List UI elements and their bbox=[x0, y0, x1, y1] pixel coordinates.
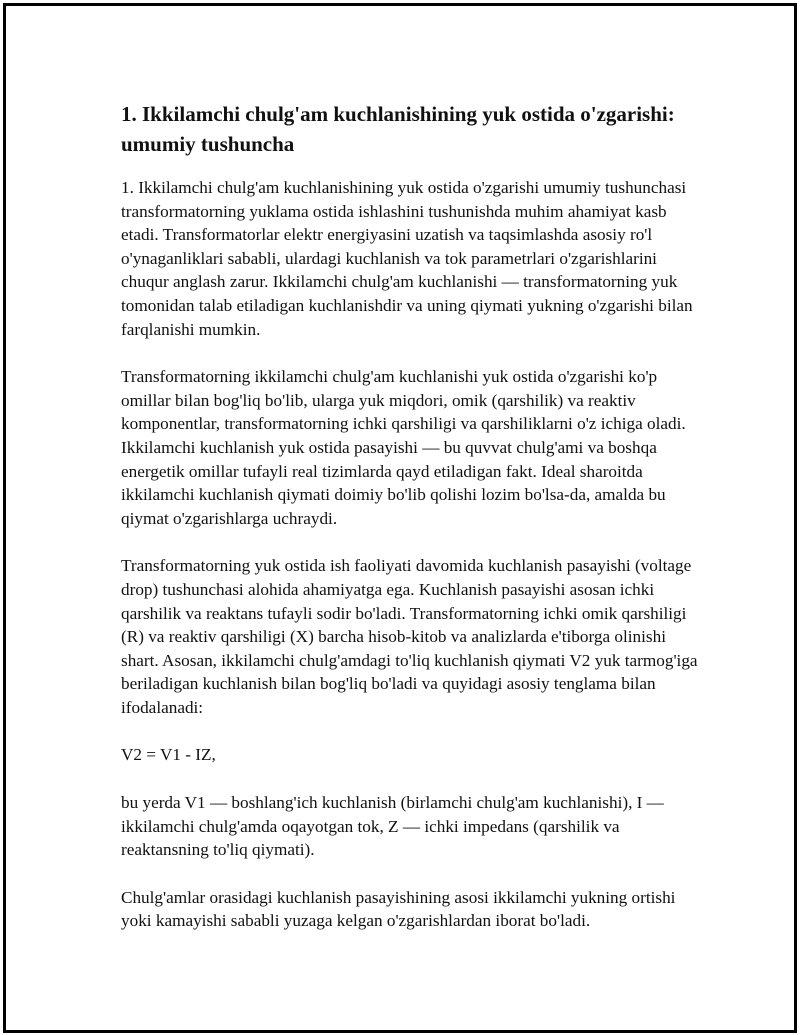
paragraph-definitions: bu yerda V1 — boshlang'ich kuchlanish (birlamchi chulg'am kuchlanishi), I — ikkilamchi chulg'amda oqayotgan tok, Z — ichki impedans (qarshilik va reaktansning to'liq qiymati). bbox=[121, 793, 664, 860]
paragraph-conclusion: Chulg'amlar orasidagi kuchlanish pasayishining asosi ikkilamchi yukning ortishi yoki kamayishi sababli yuzaga kelgan o'zgarishlardan iborat bo'ladi. bbox=[121, 887, 676, 931]
paragraph-voltage-drop: Transformatorning yuk ostida ish faoliyati davomida kuchlanish pasayishi (voltage drop) tushunchasi alohida ahamiyatga ega. Kuchlanish pasayishi asosan ichki qarshilik va reaktans tufayli sodir bo'ladi. Transformatorning ichki omik qarshiligi (R) va reaktiv qarshiligi (X) barcha hisob-kitob va analizlarda e'tiborga olinishi shart. Asosan, ikkilamchi chulg'amdagi to'liq kuchlanish qiymati V2 yuk tarmog'iga beriladigan kuchlanish bilan bog'liq bo'ladi va quyidagi asosiy tenglama bilan ifodalanadi: bbox=[121, 556, 698, 717]
equation: V2 = V1 - IZ, bbox=[121, 745, 216, 765]
paragraph-intro: 1. Ikkilamchi chulg'am kuchlanishining yuk ostida o'zgarishi umumiy tushunchasi transformatorning yuklama ostida ishlashini tushunishda muhim ahamiyat kasb etadi. Transformatorlar elektr energiyasini uzatish va taqsimlashda asosiy ro'l o'ynaganliklari sababli, ulardagi kuchlanish va tok parametrlari o'zgarishlarini chuqur anglash zarur. Ikkilamchi chulg'am kuchlanishi — transformatorning yuk tomonidan talab etiladigan kuchlanishdir va uning qiymati yukning o'zgarishi bilan farqlanishi mumkin. bbox=[121, 178, 693, 339]
page-title: 1. Ikkilamchi chulg'am kuchlanishining yuk ostida o'zgarishi: umumiy tushuncha bbox=[121, 102, 675, 156]
document-body bbox=[121, 99, 701, 957]
paragraph-factors: Transformatorning ikkilamchi chulg'am kuchlanishi yuk ostida o'zgarishi ko'p omillar bilan bog'liq bo'lib, ularga yuk miqdori, omik (qarshilik) va reaktiv komponentlar, transformatorning ichki qarshiligi va qarshiliklarni o'z ichiga oladi. Ikkilamchi kuchlanish yuk ostida pasayishi — bu quvvat chulg'ami va boshqa energetik omillar tufayli real tizimlarda qayd etiladigan fakt. Ideal sharoitda ikkilamchi kuchlanish qiymati doimiy bo'lib qolishi lozim bo'lsa-da, amalda bu qiymat o'zgarishlarga uchraydi. bbox=[121, 367, 686, 528]
page-frame bbox=[3, 3, 797, 1033]
